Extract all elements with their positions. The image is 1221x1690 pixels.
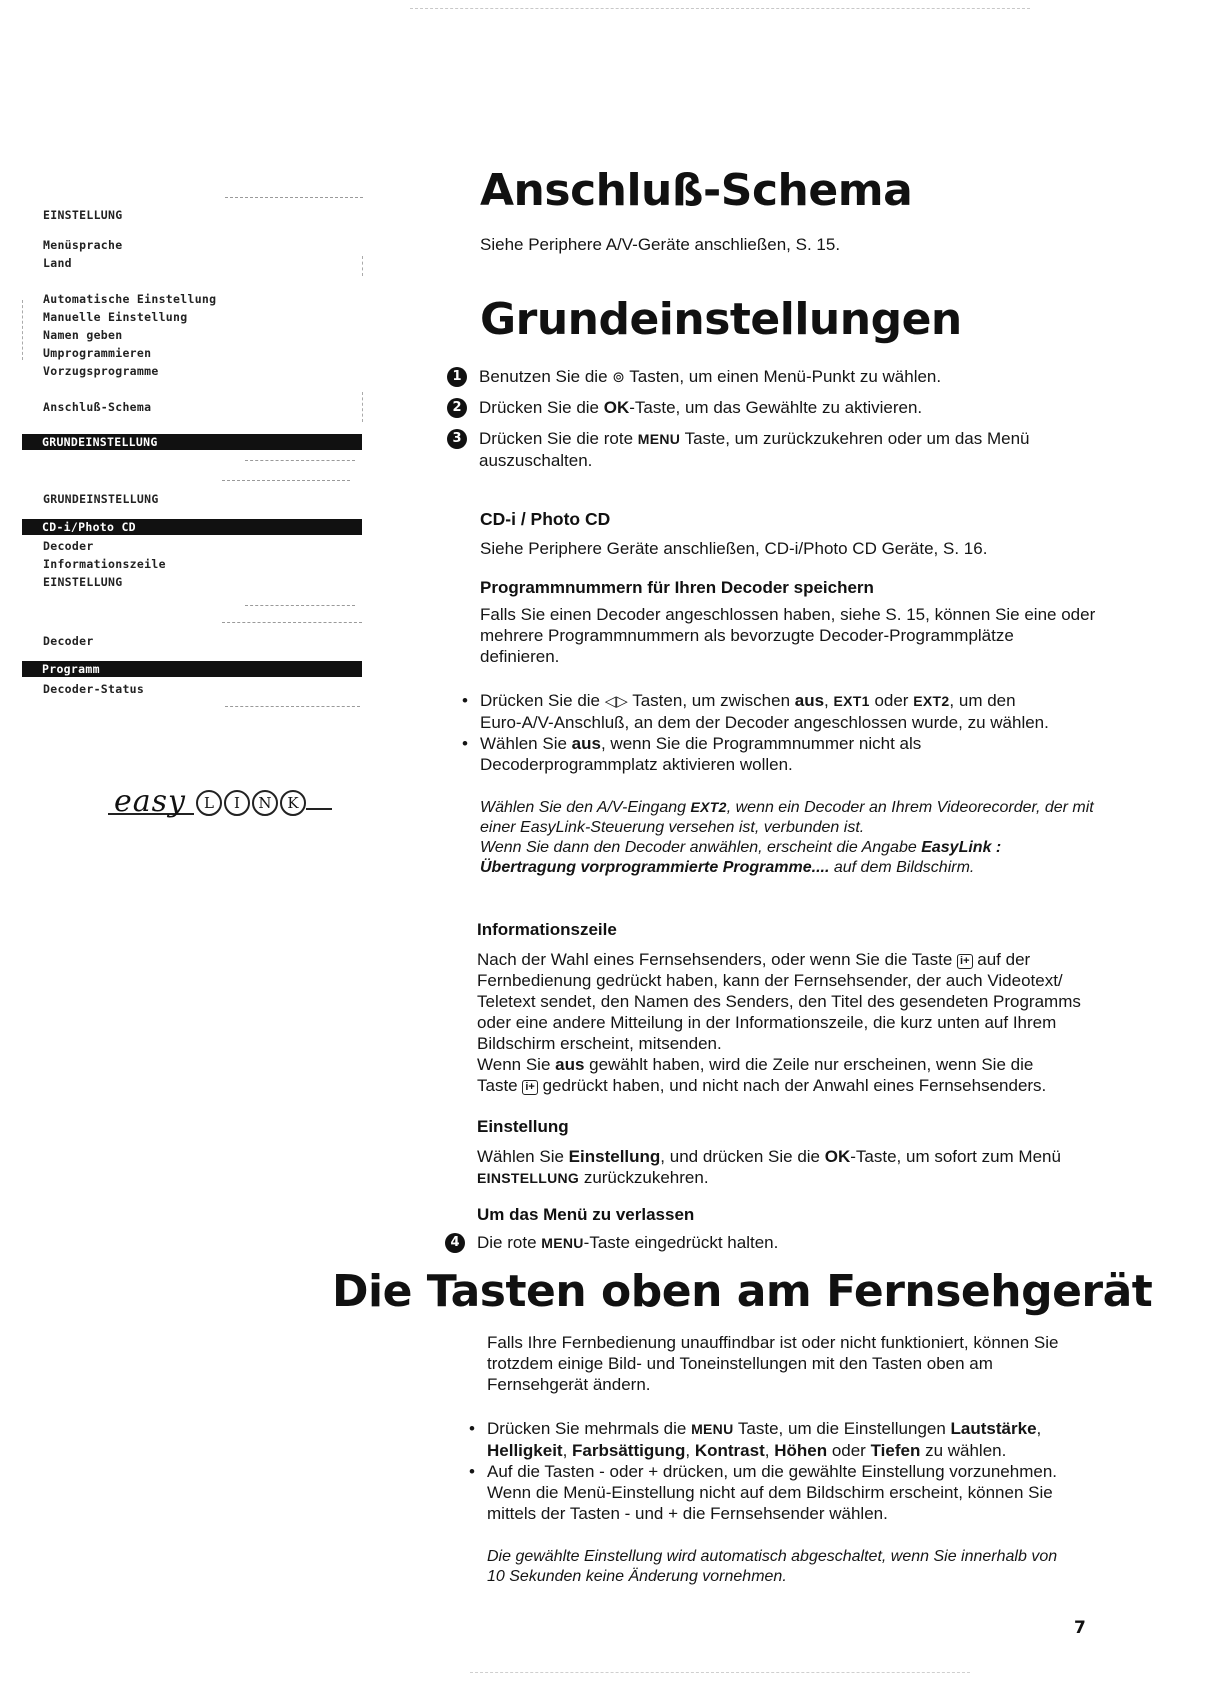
tasten-bullet-1 <box>469 1418 1042 1461</box>
sidebar-item: Informationszeile <box>43 557 166 571</box>
sidebar-item: Manuelle Einstellung <box>43 310 188 324</box>
text: oder <box>869 691 914 710</box>
heading-informationszeile: Informationszeile <box>477 920 617 939</box>
text: auf dem Bildschirm. <box>829 859 975 876</box>
step-1 <box>447 366 941 388</box>
step-text: Tasten, um einen Menü-Punkt zu wählen. <box>624 367 942 386</box>
text: auf der <box>972 950 1031 969</box>
text: Einstellung <box>568 1147 661 1166</box>
text: , wenn Sie die Programmnummer nicht als <box>600 734 922 753</box>
text: Wählen Sie <box>477 1147 569 1166</box>
info-paragraph <box>477 949 1081 1096</box>
divider <box>225 197 363 198</box>
text: Drücken Sie die <box>480 691 605 710</box>
text-line: mittels der Tasten - und + die Fernsehsender wählen. <box>487 1504 888 1523</box>
logo-letter-n: N <box>252 790 278 816</box>
sidebar-group-2 <box>43 290 216 380</box>
menu-key-label: MENU <box>541 1235 584 1251</box>
text-line: Die gewählte Einstellung wird automatisch abgeschaltet, wenn Sie innerhalb von <box>487 1548 1058 1565</box>
step-text: Drücken Sie die <box>479 398 604 417</box>
ok-key-label: OK <box>603 398 630 417</box>
text-line: Teletext sendet, den Namen des Senders, den Titel des gesendeten Programms <box>477 992 1081 1011</box>
text: , und drücken Sie die <box>660 1147 825 1166</box>
sidebar-einstellung-header: EINSTELLUNG <box>43 208 123 222</box>
text-line: einer EasyLink-Steuerung versehen ist, verbunden ist. <box>480 819 865 836</box>
tasten-bullet-2 <box>469 1461 1057 1524</box>
text: Wählen Sie <box>480 734 572 753</box>
scan-artifact <box>470 1672 970 1673</box>
text-line: Auf die Tasten - oder + drücken, um die gewählte Einstellung vorzunehmen. <box>487 1462 1057 1481</box>
page-number: 7 <box>1074 1618 1086 1638</box>
sidebar-highlight-label: GRUNDEINSTELLUNG <box>42 435 158 449</box>
text-line: 10 Sekunden keine Änderung vornehmen. <box>487 1568 787 1585</box>
step-number: 4 <box>445 1233 465 1253</box>
logo-letter-l: L <box>196 790 222 816</box>
decoder-bullet-1 <box>462 690 1049 733</box>
sidebar-highlight-label: Programm <box>42 662 100 676</box>
tasten-intro <box>487 1332 1058 1395</box>
step-3 <box>447 428 1029 471</box>
scan-artifact <box>410 8 1030 9</box>
sidebar-item: Automatische Einstellung <box>43 292 217 306</box>
sidebar-grund-header: GRUNDEINSTELLUNG <box>43 492 159 506</box>
heading-grundeinstellungen: Grundeinstellungen <box>480 294 962 345</box>
left-right-keys-icon: ◁▷ <box>604 693 628 710</box>
divider <box>222 622 362 623</box>
step-number: 1 <box>447 367 467 387</box>
text: Farbsättigung <box>572 1441 686 1460</box>
logo-letter-k: K <box>280 790 306 816</box>
text: , um den <box>949 691 1016 710</box>
heading-cdi: CD-i / Photo CD <box>480 509 611 529</box>
text: aus <box>571 734 601 753</box>
tasten-note <box>487 1547 1057 1587</box>
text-line: Decoderprogrammplatz aktivieren wollen. <box>480 755 793 774</box>
text-line: Wenn die Menü-Einstellung nicht auf dem Bildschirm erscheint, können Sie <box>487 1483 1053 1502</box>
step-4 <box>445 1232 778 1254</box>
sidebar-item: EINSTELLUNG <box>43 575 123 589</box>
heading-einstellung: Einstellung <box>477 1117 569 1136</box>
sidebar-decoder: Decoder <box>43 634 94 648</box>
text: zu wählen. <box>920 1441 1007 1460</box>
text: Drücken Sie mehrmals die <box>487 1419 692 1438</box>
text: EXT1 <box>833 693 870 709</box>
text: Taste, um die Einstellungen <box>733 1419 951 1438</box>
text: Kontrast <box>694 1441 765 1460</box>
heading-decoder: Programmnummern für Ihren Decoder speichern <box>480 578 874 597</box>
heading-tasten: Die Tasten oben am Fernsehgerät <box>332 1266 1153 1317</box>
text: aus <box>794 691 825 710</box>
sidebar-group-1 <box>43 236 122 272</box>
easylink-logo <box>108 784 332 819</box>
bullet-icon: • <box>462 734 468 753</box>
step-text: Benutzen Sie die <box>479 367 613 386</box>
text: zurückzukehren. <box>579 1168 709 1187</box>
text: Wählen Sie den A/V-Eingang <box>480 799 691 816</box>
sidebar-decoder-status: Decoder-Status <box>43 682 145 696</box>
text-line: definieren. <box>480 647 560 666</box>
sidebar-highlight-label: CD-i/Photo CD <box>42 520 136 534</box>
text: oder <box>827 1441 871 1460</box>
text: , <box>685 1441 695 1460</box>
logo-script: easy <box>108 791 194 815</box>
text: Übertragung vorprogrammierte Programme.... <box>480 859 830 876</box>
logo-underline <box>306 796 332 810</box>
step-2 <box>447 397 922 418</box>
sidebar-item: Vorzugsprogramme <box>43 364 159 378</box>
nav-keys-icon: ⊚ <box>612 369 625 386</box>
heading-verlassen: Um das Menü zu verlassen <box>477 1205 695 1224</box>
text: Taste <box>477 1076 523 1095</box>
sidebar-item: Land <box>43 256 72 270</box>
text: OK <box>824 1147 851 1166</box>
sidebar-item: Menüsprache <box>43 238 123 252</box>
sidebar-highlight-cdi <box>22 519 362 535</box>
menu-key-label: MENU <box>691 1421 734 1437</box>
text: Tiefen <box>870 1441 921 1460</box>
step-text: Drücken Sie die rote <box>479 429 638 448</box>
text-line: Euro-A/V-Anschluß, an dem der Decoder angeschlossen wurde, zu wählen. <box>480 713 1049 732</box>
text: gewählt haben, wird die Zeile nur erscheinen, wenn Sie die <box>584 1055 1034 1074</box>
text-line: trotzdem einige Bild- und Toneinstellungen mit den Tasten oben am <box>487 1354 993 1373</box>
divider <box>362 392 363 422</box>
sidebar-highlight-grundeinstellung <box>22 434 362 450</box>
divider <box>225 706 360 707</box>
divider <box>22 300 23 360</box>
heading-anschluss-schema: Anschluß-Schema <box>480 165 913 216</box>
step-text: auszuschalten. <box>479 451 593 470</box>
text: Höhen <box>774 1441 828 1460</box>
text-line: Falls Ihre Fernbedienung unauffindbar ist oder nicht funktioniert, können Sie <box>487 1333 1059 1352</box>
text-line: Fernbedienung gedrückt haben, kann der Fernsehsender, der auch Videotext/ <box>477 971 1063 990</box>
text-line: Fernsehgerät ändern. <box>487 1375 651 1394</box>
text: Die rote <box>477 1233 542 1252</box>
divider <box>245 460 355 461</box>
step-text: Taste, um zurückzukehren oder um das Menü <box>680 429 1030 448</box>
einstellung-paragraph <box>477 1146 1061 1189</box>
bullet-icon: • <box>462 691 468 710</box>
sidebar-anschluss: Anschluß-Schema <box>43 400 152 414</box>
sidebar-group-3 <box>43 537 166 591</box>
text: EINSTELLUNG <box>477 1170 580 1186</box>
text-line: oder eine andere Mitteilung in der Informationszeile, die kurz unten auf Ihrem <box>477 1013 1057 1032</box>
divider <box>245 605 355 606</box>
text-line: Bildschirm erscheint, mitsenden. <box>477 1034 722 1053</box>
sidebar-item: Decoder <box>43 539 94 553</box>
bullet-icon: • <box>469 1419 475 1438</box>
step-number: 2 <box>447 398 467 418</box>
step-text: -Taste, um das Gewählte zu aktivieren. <box>629 398 923 417</box>
anschluss-text: Siehe Periphere A/V-Geräte anschließen, S. 15. <box>480 235 841 254</box>
decoder-note <box>480 797 1094 878</box>
sidebar-item: Umprogrammieren <box>43 346 152 360</box>
text: EXT2 <box>690 799 727 815</box>
text-line: mehrere Programmnummern als bevorzugte Decoder-Programmplätze <box>480 626 1014 645</box>
divider <box>222 480 350 481</box>
menu-key-label: MENU <box>637 431 681 447</box>
cdi-text: Siehe Periphere Geräte anschließen, CD-i/Photo CD Geräte, S. 16. <box>480 539 988 558</box>
decoder-bullet-2 <box>462 733 922 775</box>
sidebar-highlight-programm <box>22 661 362 677</box>
bullet-icon: • <box>469 1462 475 1481</box>
text: aus <box>555 1055 585 1074</box>
text-line: Falls Sie einen Decoder angeschlossen haben, siehe S. 15, können Sie eine oder <box>480 605 1096 624</box>
text: , <box>824 691 834 710</box>
text: , <box>562 1441 573 1460</box>
text: Lautstärke <box>950 1419 1037 1438</box>
text: Nach der Wahl eines Fernsehsenders, oder wenn Sie die Taste <box>477 950 958 969</box>
text: , <box>1036 1419 1042 1438</box>
info-key-icon: i+ <box>522 1080 537 1095</box>
text: EasyLink : <box>921 839 1002 856</box>
text: , <box>764 1441 775 1460</box>
text: EXT2 <box>913 693 950 709</box>
text: -Taste, um sofort zum Menü <box>850 1147 1061 1166</box>
sidebar-item: Namen geben <box>43 328 123 342</box>
text: Wenn Sie dann den Decoder anwählen, erscheint die Angabe <box>480 839 922 856</box>
step-number: 3 <box>447 429 467 449</box>
logo-letter-i: I <box>224 790 250 816</box>
text: Helligkeit <box>487 1441 563 1460</box>
decoder-paragraph <box>480 604 1095 667</box>
text: Tasten, um zwischen <box>627 691 795 710</box>
divider <box>362 256 363 276</box>
info-key-icon: i+ <box>957 954 972 969</box>
text: , wenn ein Decoder an Ihrem Videorecorder, der mit <box>726 799 1094 816</box>
text: -Taste eingedrückt halten. <box>583 1233 779 1252</box>
text: gedrückt haben, und nicht nach der Anwahl eines Fernsehsenders. <box>537 1076 1047 1095</box>
text: Wenn Sie <box>477 1055 556 1074</box>
